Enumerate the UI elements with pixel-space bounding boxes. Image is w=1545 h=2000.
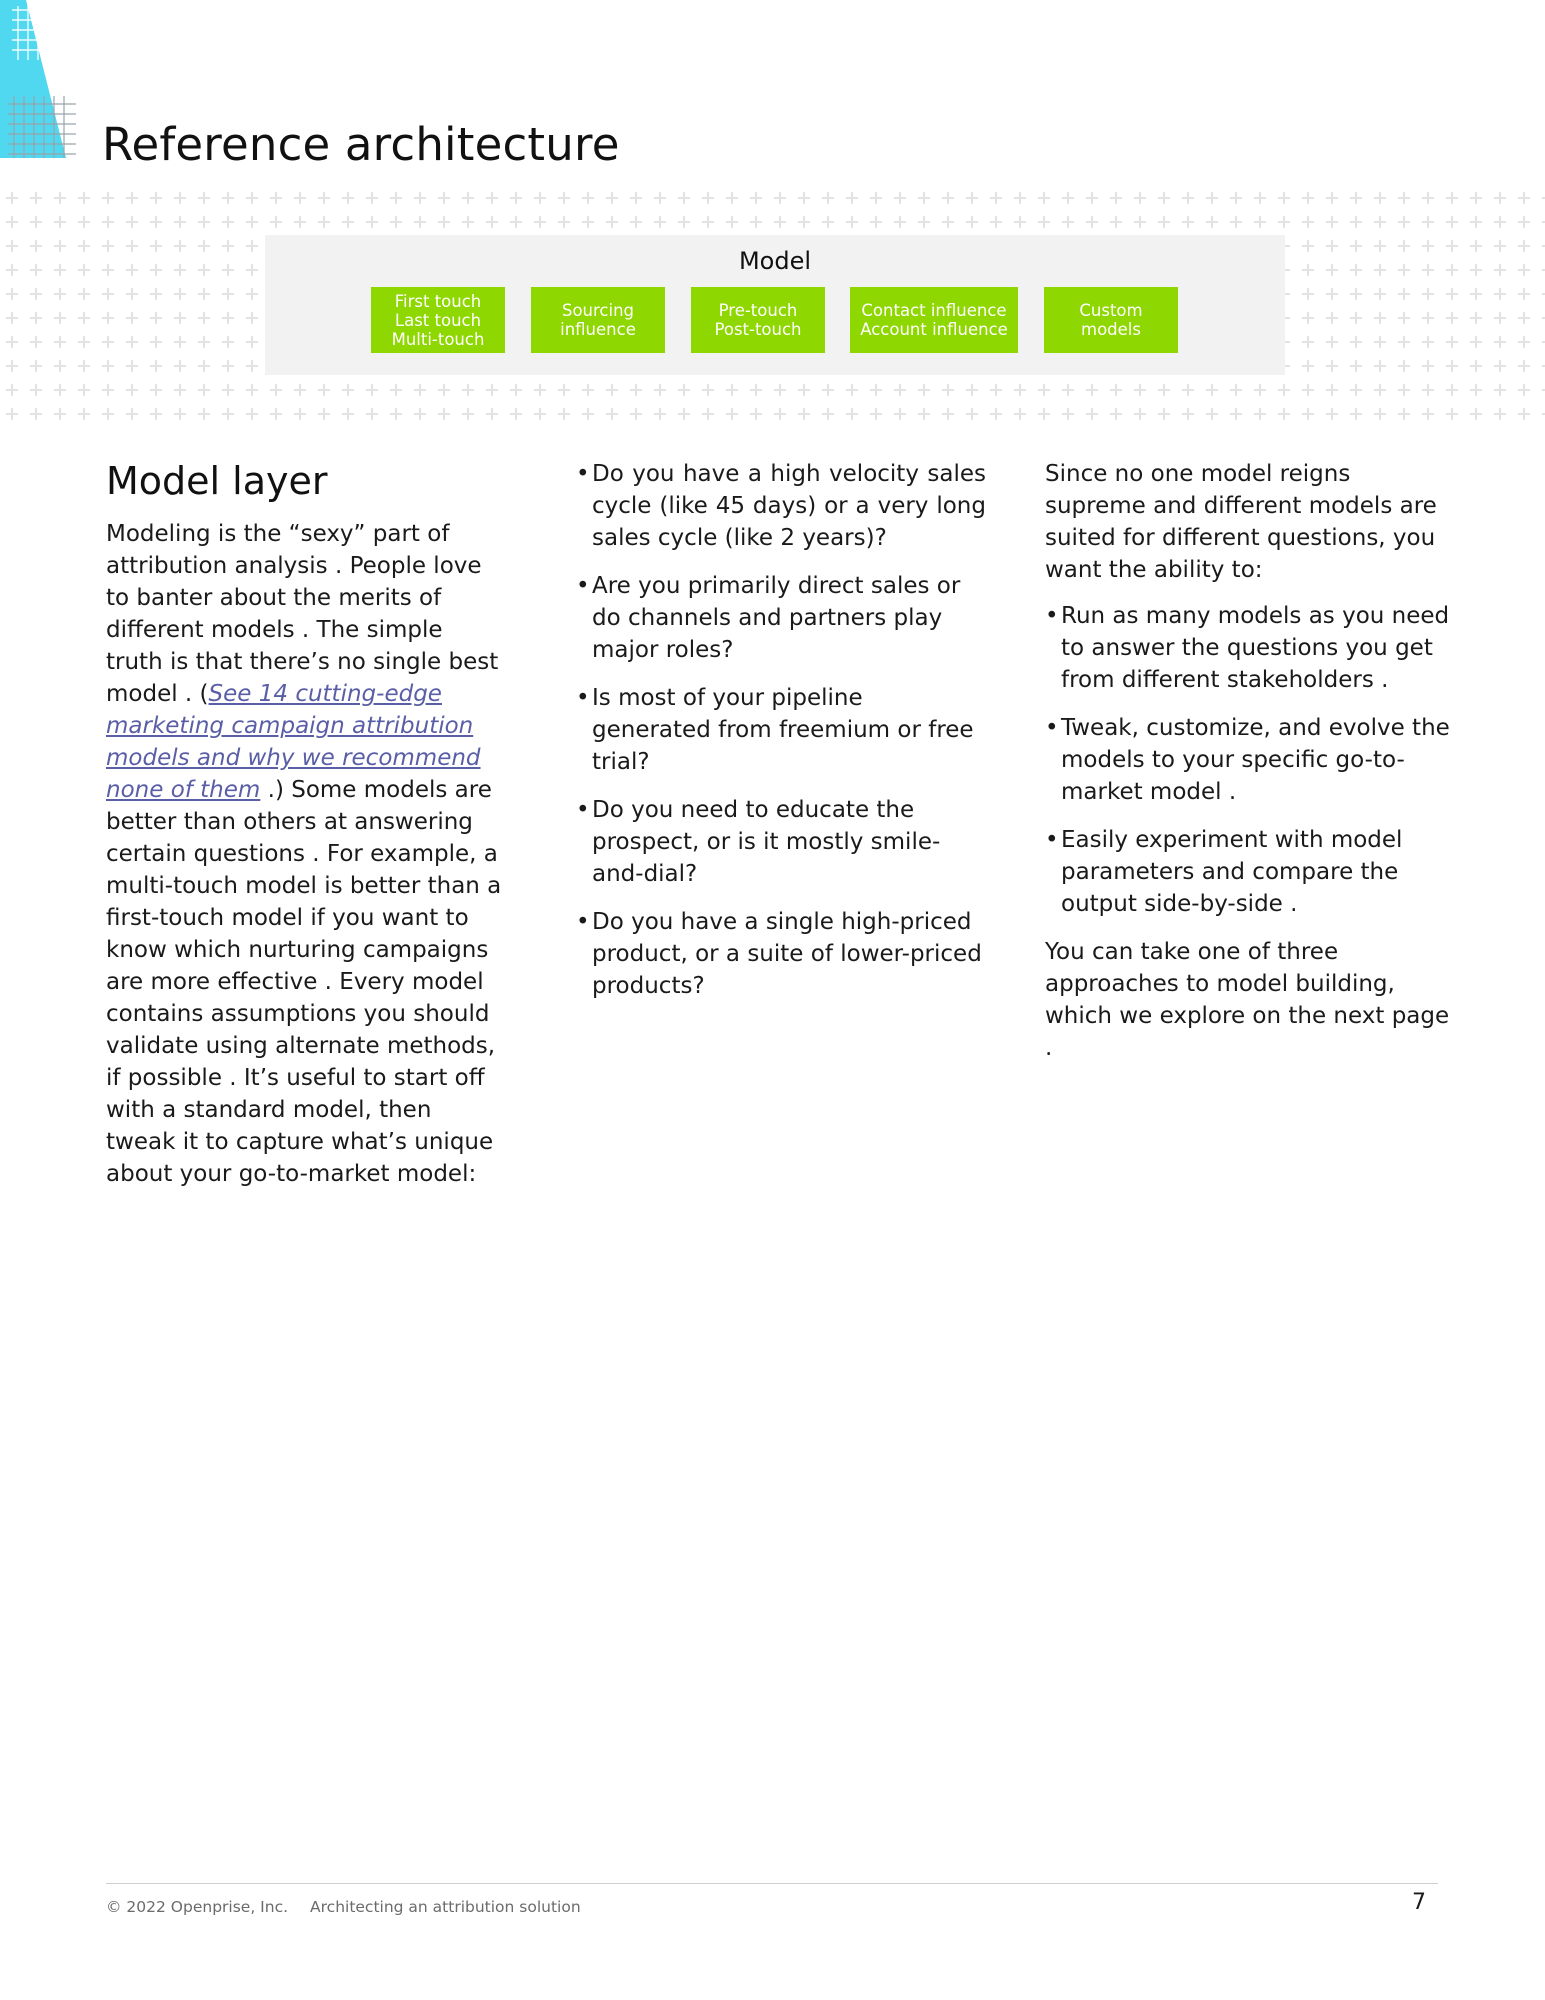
ability-item: • Tweak, customize, and evolve the models to your specific go-to-market model . <box>1045 712 1455 808</box>
bullet-icon: • <box>1045 603 1059 629</box>
model-chip-touch: First touch Last touch Multi-touch <box>371 287 505 353</box>
model-chip-influence: Contact influence Account influence <box>850 287 1018 353</box>
bullet-icon: • <box>576 461 590 487</box>
corner-decoration <box>0 0 80 160</box>
abilities-intro: Since no one model reigns supreme and different models are suited for different questions, you want the ability to: <box>1045 461 1437 583</box>
column-abilities <box>1045 458 1455 1078</box>
question-item: • Do you have a high velocity sales cycle (like 45 days) or a very long sales cycle (like 2 years)? <box>576 458 986 554</box>
page-title: Reference architecture <box>102 118 620 171</box>
model-layer-paragraph <box>106 518 506 1190</box>
question-item: • Is most of your pipeline generated from freemium or free trial? <box>576 682 986 778</box>
abilities-outro: You can take one of three approaches to model building, which we explore on the next page . <box>1045 939 1450 1061</box>
footer <box>106 1898 603 1916</box>
model-chip-sourcing: Sourcing influence <box>531 287 665 353</box>
bullet-icon: • <box>1045 715 1059 741</box>
paragraph-text-end: .) Some models are better than others at answering certain questions . For example, a multi-touch model is better than a first-touch model if you want to know which nurturing campaigns are more effective . Every model contains assumptions you should validate using alternate methods, if possible . It’s useful to start off with a standard model, then tweak it to capture what’s unique about your go-to-market model: <box>106 777 502 1187</box>
question-item: • Do you need to educate the prospect, or is it mostly smile-and-dial? <box>576 794 986 890</box>
model-diagram-title: Model <box>738 247 812 275</box>
model-diagram <box>265 235 1285 375</box>
bullet-icon: • <box>576 573 590 599</box>
question-item: • Do you have a single high-priced product, or a suite of lower-priced products? <box>576 906 986 1002</box>
page-number: 7 <box>1412 1890 1426 1915</box>
column-model-layer <box>106 458 506 1190</box>
bullet-icon: • <box>576 685 590 711</box>
bullet-icon: • <box>576 797 590 823</box>
bullet-icon: • <box>1045 827 1059 853</box>
model-chip-pre-post: Pre-touch Post-touch <box>691 287 825 353</box>
model-chip-custom: Custom models <box>1044 287 1178 353</box>
footer-document-title: Architecting an attribution solution <box>310 1898 581 1916</box>
ability-item: • Run as many models as you need to answer the questions you get from different stakeholders . <box>1045 600 1455 696</box>
ability-item: • Easily experiment with model parameters and compare the output side-by-side . <box>1045 824 1455 920</box>
bullet-icon: • <box>576 909 590 935</box>
section-heading: Model layer <box>106 459 328 503</box>
question-item: • Are you primarily direct sales or do channels and partners play major roles? <box>576 570 986 666</box>
column-questions <box>576 458 986 1018</box>
footer-copyright: © 2022 Openprise, Inc. <box>106 1898 289 1916</box>
footer-divider <box>106 1883 1438 1884</box>
attribution-models-link[interactable]: See 14 cutting-edge marketing campaign attribution models and why we recommend none of them <box>106 681 481 803</box>
paragraph-text-start: Modeling is the “sexy” part of attribution analysis . People love to banter about the merits of different models . The simple truth is that there’s no single best model . ( <box>106 521 499 707</box>
